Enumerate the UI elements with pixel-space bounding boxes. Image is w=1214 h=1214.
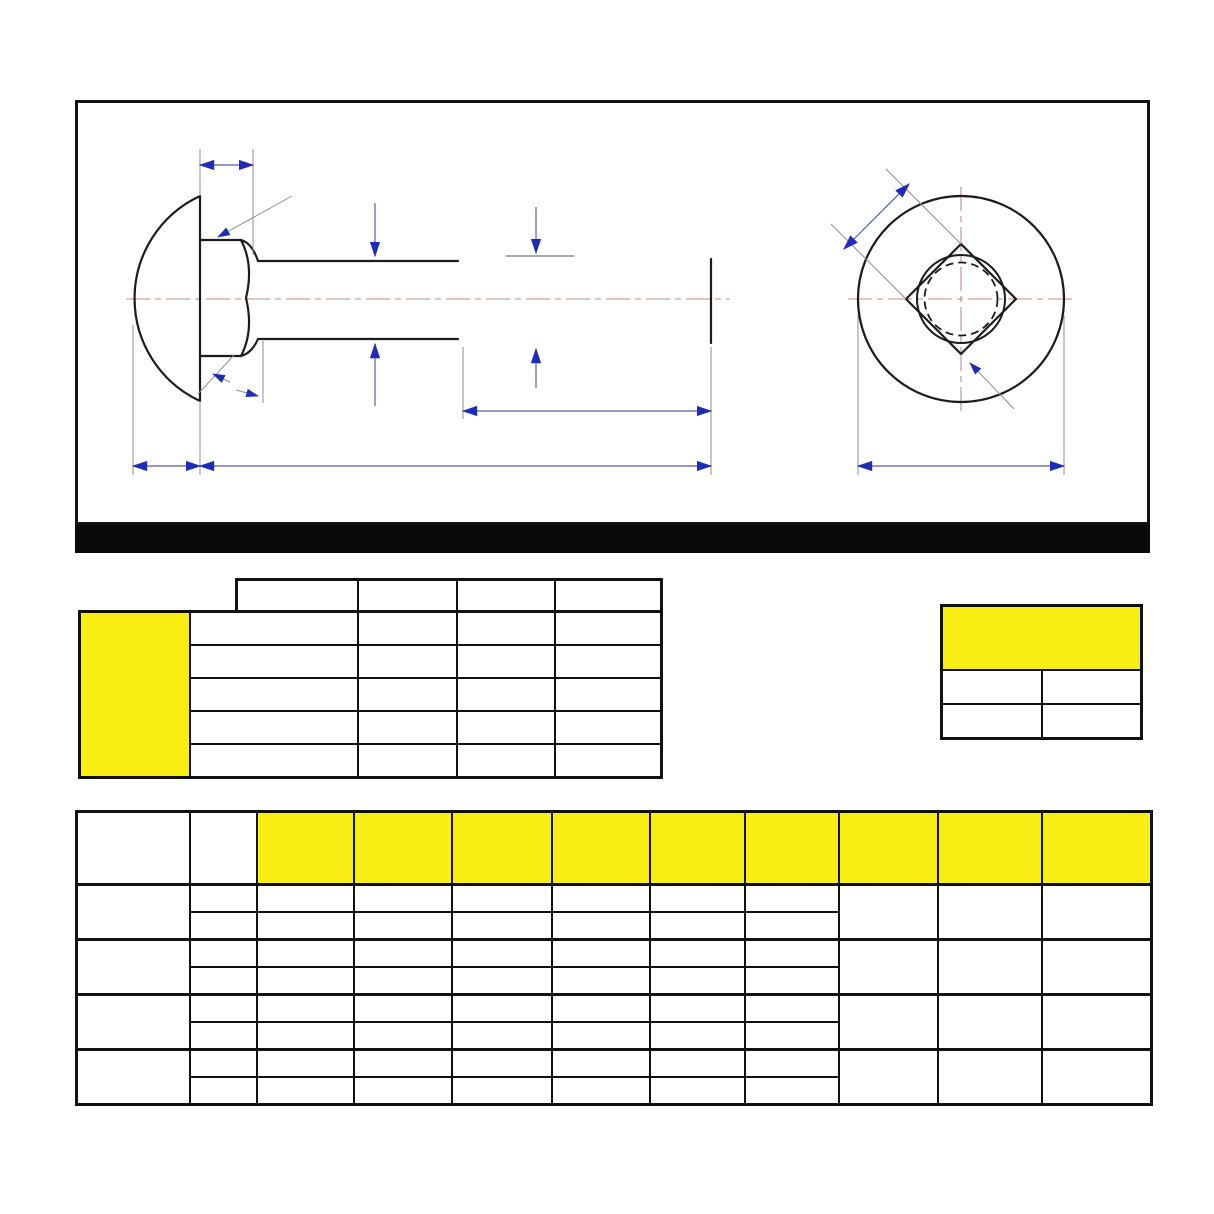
diam-range-3 [555,580,662,613]
value-cell [257,912,354,940]
min-label [190,940,257,968]
thread-per-inch-cell [1042,995,1152,1050]
value-cell [745,995,839,1023]
table-row [942,704,1142,739]
value-cell [452,1077,552,1105]
size-label [77,940,190,995]
value-cell [452,1022,552,1050]
tolerance-value [457,744,555,778]
max-label [190,1022,257,1050]
tolerance-value [457,678,555,711]
value-cell [257,1077,354,1105]
corner-radius-cell [839,1050,938,1105]
value-cell [650,885,745,913]
value-cell [354,1077,452,1105]
table-row [77,1050,1152,1078]
col-header-H [354,812,452,885]
value-cell [452,885,552,913]
tolerance-value [457,711,555,744]
tolerance-value [555,612,662,646]
table-row [942,670,1142,704]
fillet-radius-cell [938,885,1042,940]
leader-45-b [236,390,258,396]
col-header-E [552,812,650,885]
dimension-lines [133,165,1064,466]
length-tolerance-corner [80,612,190,778]
max-label [190,967,257,995]
length-tolerance-table [78,610,663,779]
bolt-spec-table [75,810,1153,1106]
value-cell [257,1050,354,1078]
value-cell [354,912,452,940]
tolerance-value [457,612,555,646]
extension-lines [133,149,1064,475]
col-header-Q [839,812,938,885]
leader-R [218,196,292,237]
leader-45-a [213,374,230,382]
diam-header [237,580,358,613]
tolerance-value [358,711,457,744]
value-cell [452,912,552,940]
table-row [77,940,1152,968]
size-label [77,995,190,1050]
value-cell [650,967,745,995]
centerlines [126,187,1076,415]
tolerance-value [457,645,555,678]
max-label [190,912,257,940]
min-label [190,885,257,913]
value-cell [745,885,839,913]
value-cell [452,967,552,995]
value-cell [650,995,745,1023]
row-label [190,678,358,711]
value-cell [745,940,839,968]
value-cell [257,995,354,1023]
diam-range-2 [457,580,555,613]
tolerance-value [555,645,662,678]
tolerance-value [555,711,662,744]
tolerance-value [555,744,662,778]
row-label [942,704,1042,739]
col-header-R [938,812,1042,885]
value-cell [552,1022,650,1050]
bolt-size-header [77,812,190,885]
fillet-radius-cell [938,995,1042,1050]
size-label [77,1050,190,1105]
thread-length-table [940,604,1143,740]
thread-per-inch-cell [1042,940,1152,995]
col-header-A [257,812,354,885]
col-header-D [452,812,552,885]
value-cell [354,967,452,995]
value-cell [552,885,650,913]
corner-radius-cell [839,995,938,1050]
value-cell [650,1022,745,1050]
fillet-radius-cell [938,1050,1042,1105]
value-cell [552,912,650,940]
value-cell [354,885,452,913]
tolerance-value [358,744,457,778]
value-cell [552,967,650,995]
table-row [77,885,1152,913]
leader-Q [970,363,1014,409]
value-cell [552,1077,650,1105]
tolerance-value [358,612,457,646]
value-cell [257,967,354,995]
col-header-O [650,812,745,885]
fillet-radius-cell [938,940,1042,995]
value-cell [257,940,354,968]
row-label [942,670,1042,704]
thread-length-header [942,606,1142,671]
unit-bar [75,525,1150,553]
table-row [77,995,1152,1023]
bolt-drawing-panel [75,100,1150,525]
size-label [77,885,190,940]
row-label [190,612,358,646]
tolerance-value [358,645,457,678]
value-cell [650,912,745,940]
square-neck-corner [241,240,249,356]
value-cell [552,1050,650,1078]
value-cell [650,1077,745,1105]
row-label [190,645,358,678]
row-value [1042,704,1142,739]
col-header-thread [1042,812,1152,885]
value-cell [745,912,839,940]
tolerance-value [555,678,662,711]
carriage-bolt-drawing [78,103,1147,522]
corner-radius-cell [839,885,938,940]
value-cell [452,995,552,1023]
value-cell [552,995,650,1023]
value-cell [354,1050,452,1078]
diam-range-1 [358,580,457,613]
length-tolerance-header [235,578,663,614]
value-cell [650,940,745,968]
thread-per-inch-cell [1042,1050,1152,1105]
value-cell [745,1022,839,1050]
empty-header [190,812,257,885]
value-cell [354,995,452,1023]
value-cell [257,1022,354,1050]
header-row [77,812,1152,885]
value-cell [257,885,354,913]
min-label [190,1050,257,1078]
value-cell [745,1077,839,1105]
table-row [80,612,662,646]
tolerance-value [358,678,457,711]
value-cell [745,967,839,995]
corner-radius-cell [839,940,938,995]
max-label [190,1077,257,1105]
row-value [1042,670,1142,704]
row-label [190,711,358,744]
value-cell [452,1050,552,1078]
col-header-P [745,812,839,885]
min-label [190,995,257,1023]
value-cell [745,1050,839,1078]
value-cell [354,940,452,968]
value-cell [650,1050,745,1078]
thread-per-inch-cell [1042,885,1152,940]
value-cell [354,1022,452,1050]
value-cell [452,940,552,968]
value-cell [552,940,650,968]
row-label [190,744,358,778]
